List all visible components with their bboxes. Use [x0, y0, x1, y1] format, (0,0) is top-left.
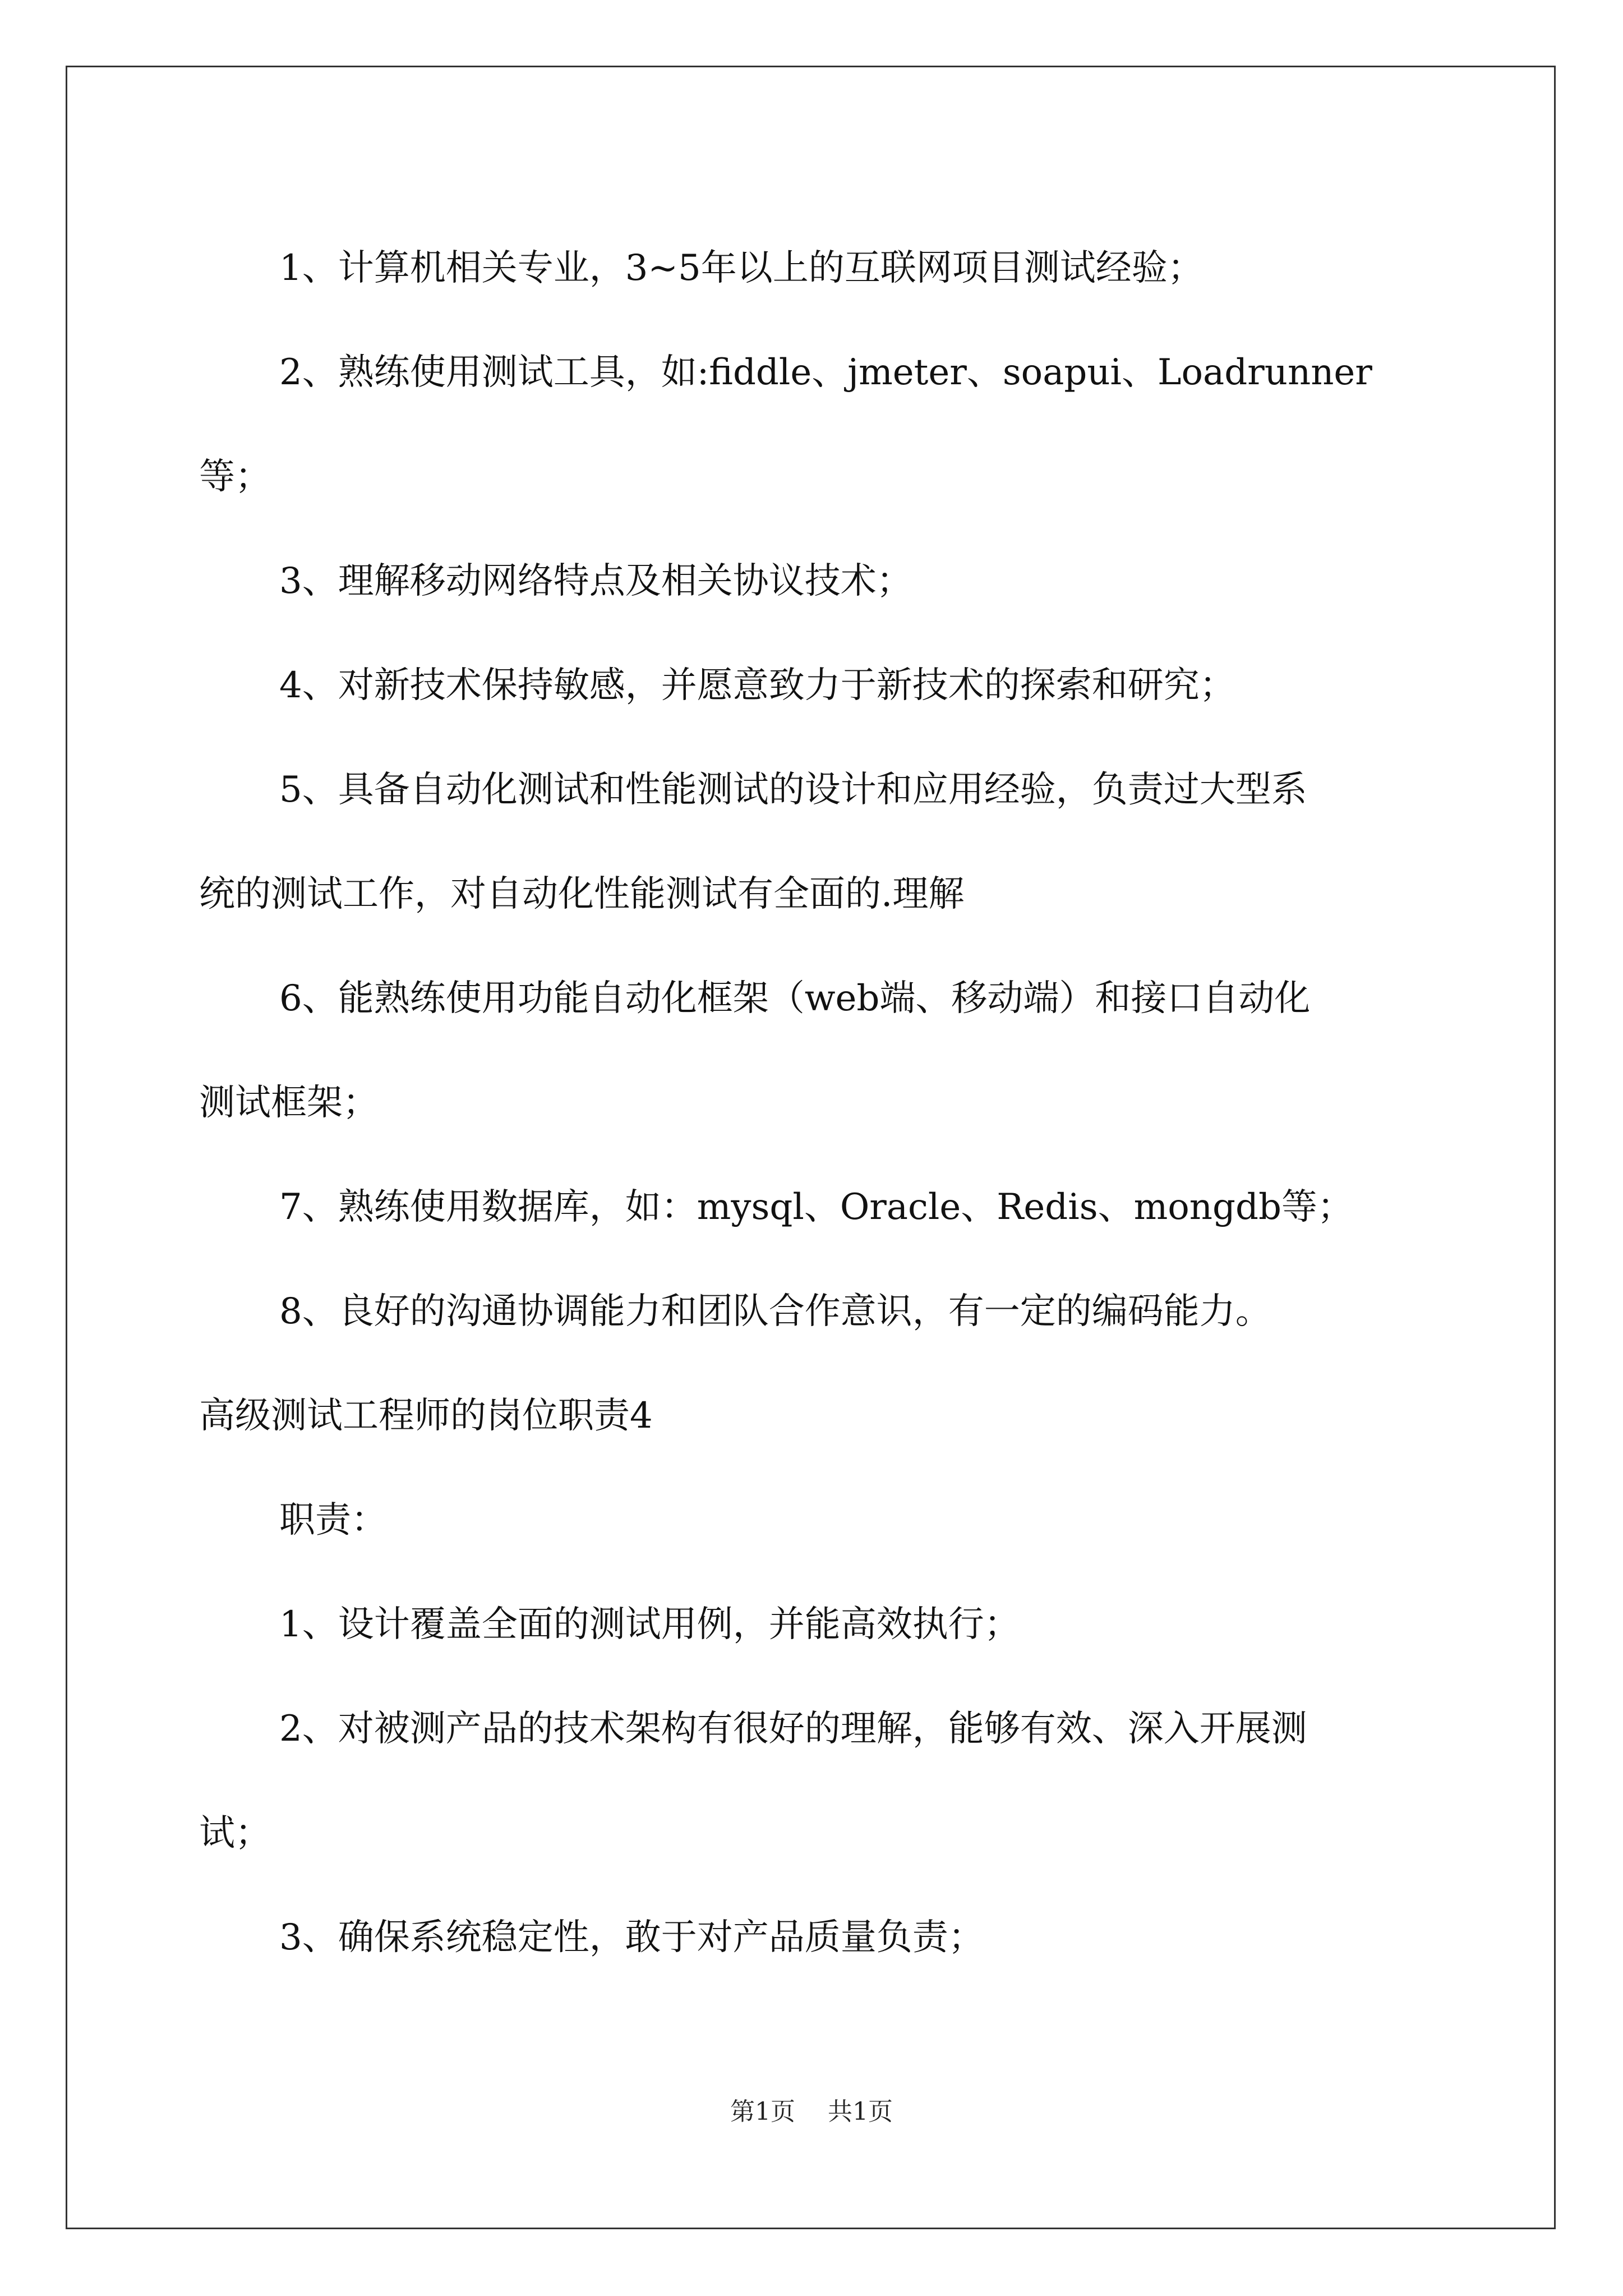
req-6-line-1: 6、能熟练使用功能自动化框架（web端、移动端）和接口自动化	[279, 978, 1311, 1019]
req-5-line-1: 5、具备自动化测试和性能测试的设计和应用经验，负责过大型系	[279, 769, 1307, 811]
req-3-line-1: 3、理解移动网络特点及相关协议技术；	[279, 560, 912, 602]
duty-2-line-2: 试；	[199, 1812, 271, 1854]
req-5-line-2: 统的测试工作，对自动化性能测试有全面的.理解	[199, 873, 965, 915]
duty-2-line-1: 2、对被测产品的技术架构有很好的理解，能够有效、深入开展测	[279, 1708, 1307, 1750]
duty-3-line-1: 3、确保系统稳定性，敢于对产品质量负责；	[279, 1917, 984, 1958]
duty-1-line-1: 1、设计覆盖全面的测试用例，并能高效执行；	[279, 1604, 1020, 1645]
req-7-line-1: 7、熟练使用数据库，如：mysql、Oracle、Redis、mongdb等；	[279, 1186, 1353, 1228]
req-2-line-2: 等；	[199, 456, 271, 498]
page-total: 共1页	[828, 2097, 893, 2126]
req-6-line-2: 测试框架；	[199, 1082, 379, 1124]
page-footer	[0, 2091, 1623, 2127]
req-2-line-1: 2、熟练使用测试工具，如:fiddle、jmeter、soapui、Loadrunner	[279, 352, 1372, 393]
duties-heading: 职责：	[279, 1499, 387, 1541]
section-title: 高级测试工程师的岗位职责4	[199, 1395, 653, 1437]
req-8-line-1: 8、良好的沟通协调能力和团队合作意识，有一定的编码能力。	[279, 1291, 1271, 1332]
req-4-line-1: 4、对新技术保持敏感，并愿意致力于新技术的探索和研究；	[279, 665, 1235, 706]
document-body	[199, 216, 1433, 1990]
req-1-line-1: 1、计算机相关专业，3~5年以上的互联网项目测试经验；	[279, 247, 1204, 289]
page-number: 第1页	[730, 2097, 795, 2126]
